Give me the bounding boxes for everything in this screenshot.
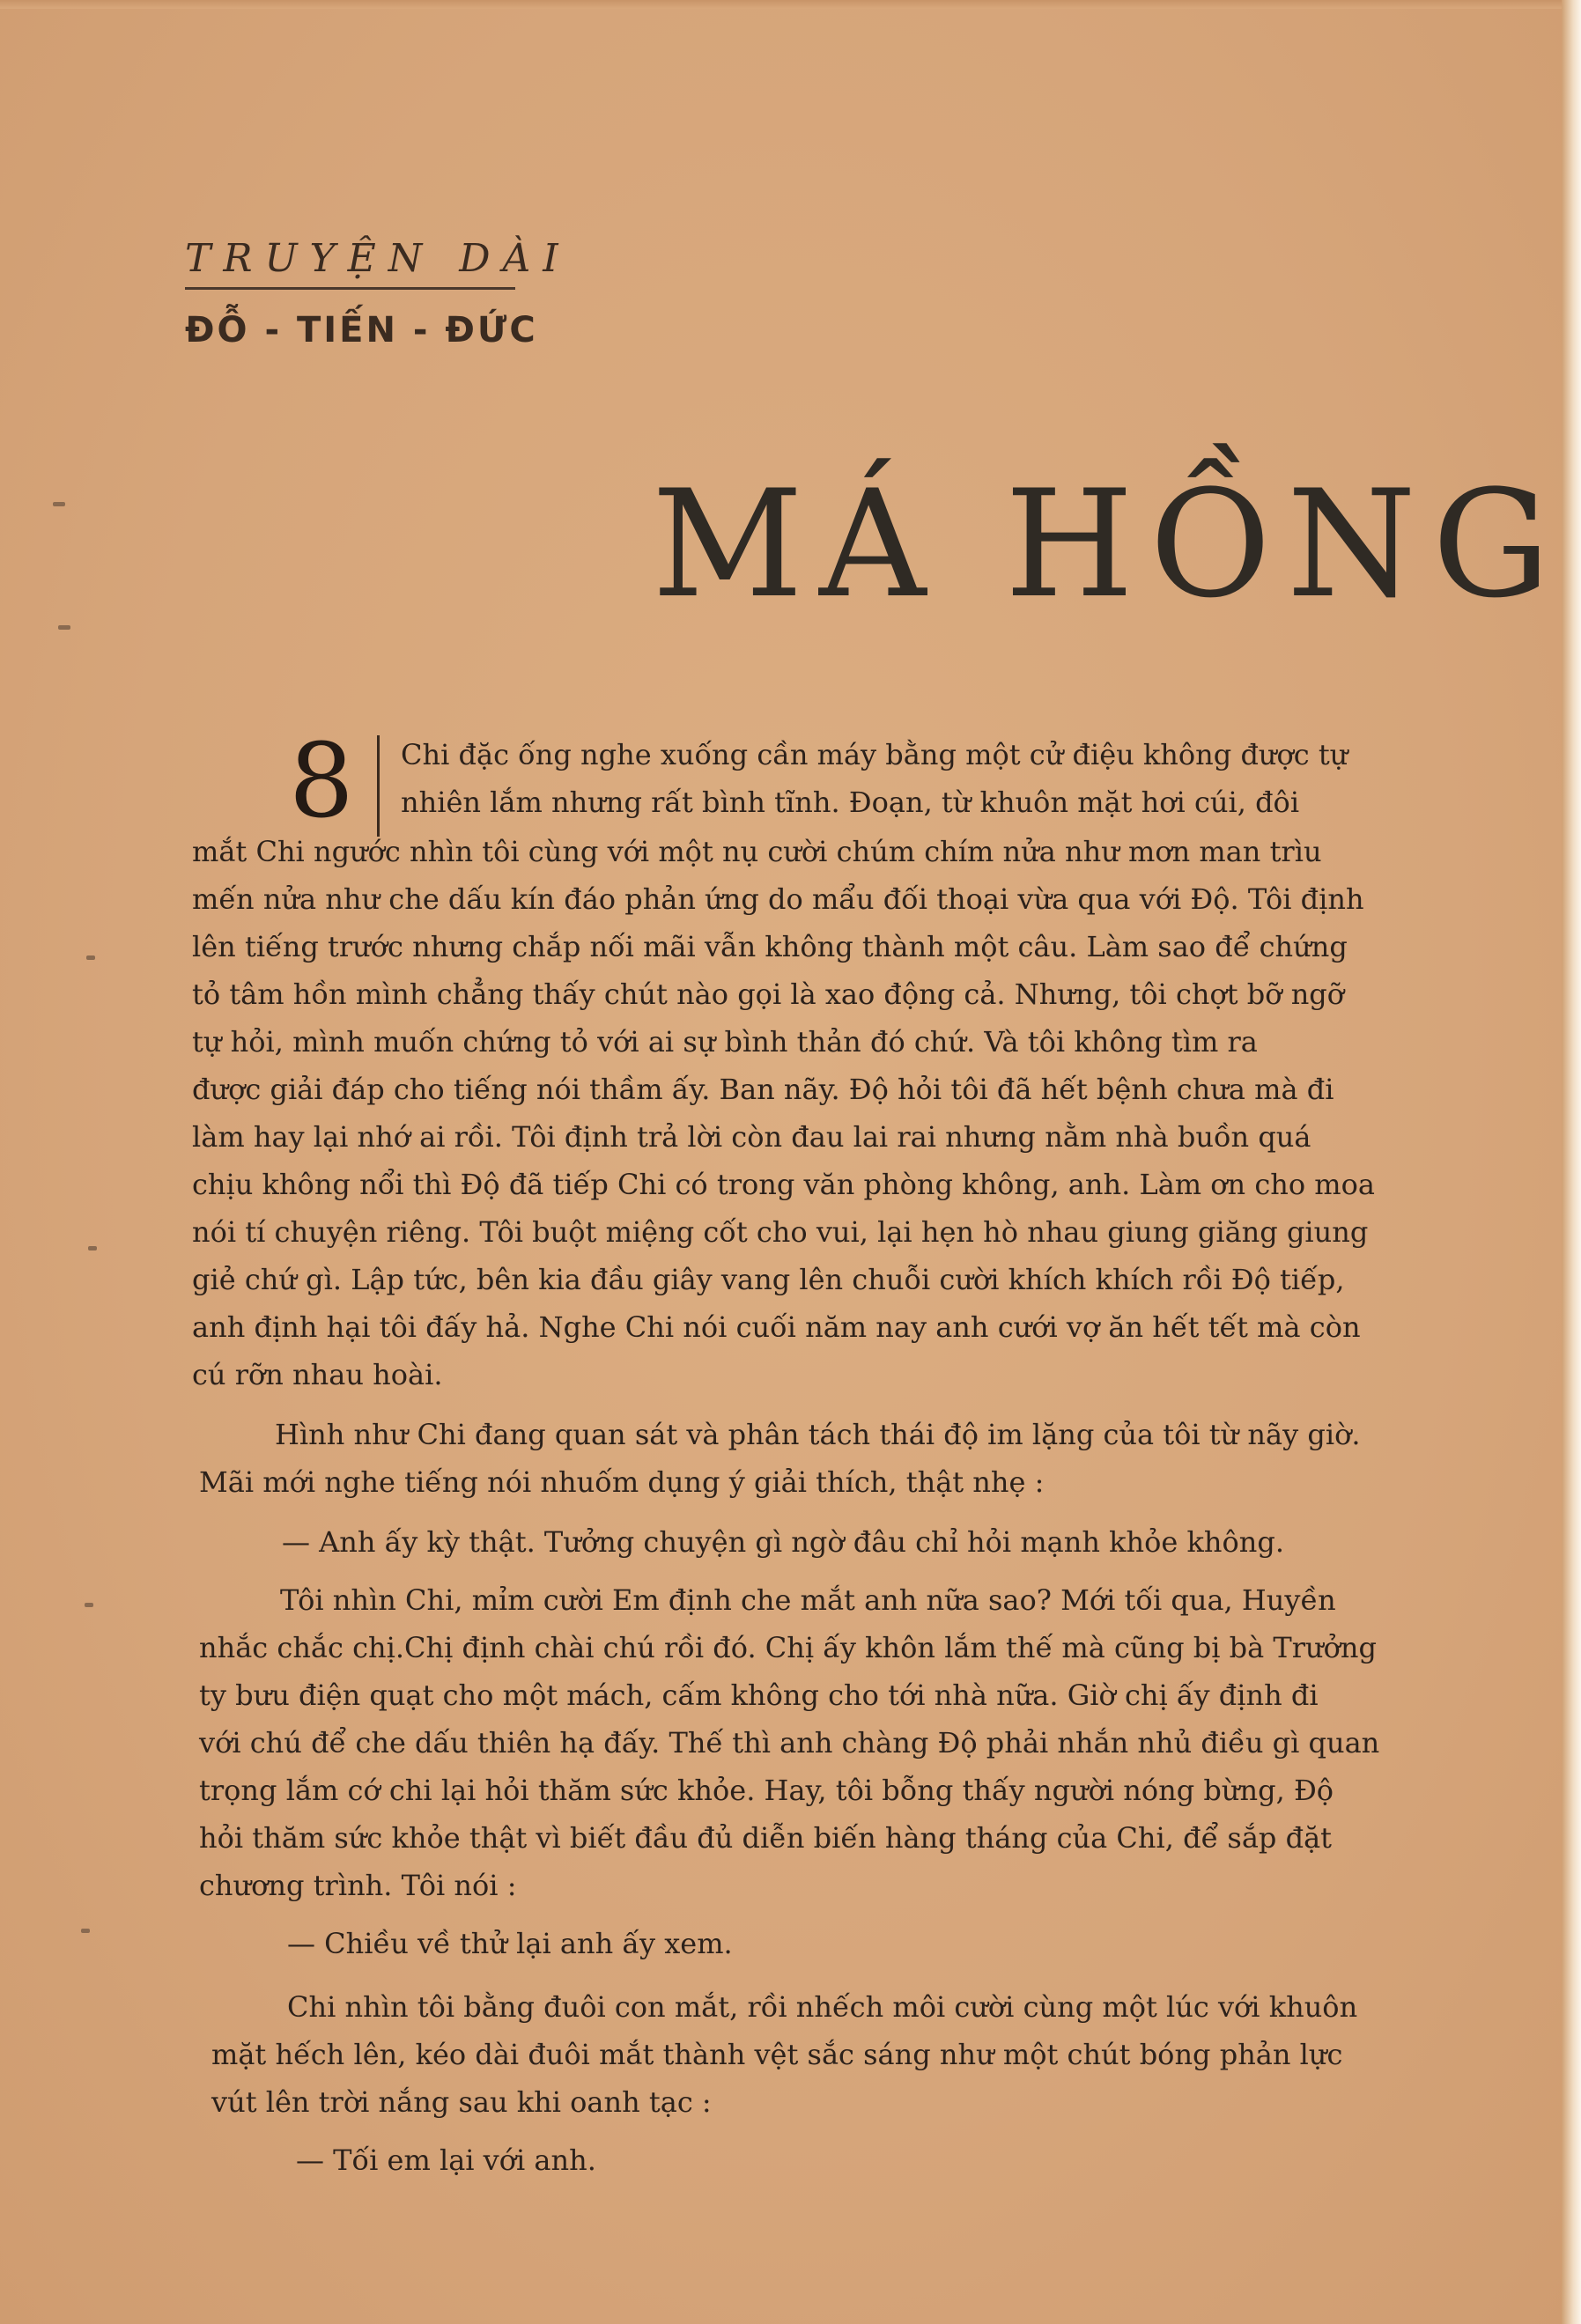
body-line: được giải đáp cho tiếng nói thầm ấy. Ban nãy. Độ hỏi tôi đã hết bệnh chưa mà đi bbox=[192, 1073, 1334, 1106]
author-name: ĐỖ - TIẾN - ĐỨC bbox=[185, 310, 538, 350]
serial-kicker: TRUYỆN DÀI bbox=[185, 236, 571, 281]
binding-hole-mark bbox=[81, 1929, 90, 1933]
body-line: lên tiếng trước nhưng chắp nối mãi vẫn không thành một câu. Làm sao để chứng bbox=[192, 930, 1348, 963]
body-line: chịu không nổi thì Độ đã tiếp Chi có trong văn phòng không, anh. Làm ơn cho moa bbox=[192, 1168, 1375, 1201]
body-line: nhiên lắm nhưng rất bình tĩnh. Đoạn, từ khuôn mặt hơi cúi, đôi bbox=[401, 786, 1300, 819]
body-line: mặt hếch lên, kéo dài đuôi mắt thành vệt sắc sáng như một chút bóng phản lực bbox=[211, 2038, 1343, 2071]
body-line: mắt Chi ngước nhìn tôi cùng với một nụ cười chúm chím nửa như mơn man trìu bbox=[192, 835, 1322, 868]
body-line: tỏ tâm hồn mình chẳng thấy chút nào gọi là xao động cả. Nhưng, tôi chợt bỡ ngỡ bbox=[192, 978, 1345, 1011]
binding-hole-mark bbox=[85, 1603, 93, 1607]
dialogue-line: — Chiều về thử lại anh ấy xem. bbox=[287, 1927, 733, 1960]
page-top-edge bbox=[0, 0, 1581, 9]
body-line: nói tí chuyện riêng. Tôi buột miệng cốt cho vui, lại hẹn hò nhau giung giăng giung bbox=[192, 1215, 1369, 1249]
body-line: trọng lắm cớ chi lại hỏi thăm sức khỏe. Hay, tôi bỗng thấy người nóng bừng, Độ bbox=[199, 1774, 1334, 1807]
story-title: MÁ HỒNG bbox=[652, 458, 1567, 631]
page-right-edge bbox=[1562, 0, 1581, 2324]
body-line: Chi đặc ống nghe xuống cần máy bằng một cử điệu không được tự bbox=[401, 738, 1348, 771]
body-line: chương trình. Tôi nói : bbox=[199, 1869, 517, 1902]
body-line: hỏi thăm sức khỏe thật vì biết đầu đủ diễn biến hàng tháng của Chi, để sắp đặt bbox=[199, 1821, 1332, 1855]
binding-hole-mark bbox=[53, 502, 65, 506]
body-line: làm hay lại nhớ ai rồi. Tôi định trả lời còn đau lai rai nhưng nằm nhà buồn quá bbox=[192, 1120, 1311, 1154]
kicker-underline bbox=[185, 287, 515, 290]
chapter-divider bbox=[377, 735, 380, 837]
binding-hole-mark bbox=[86, 955, 95, 960]
dialogue-line: — Tối em lại với anh. bbox=[296, 2143, 596, 2177]
body-line: với chú để che dấu thiên hạ đấy. Thế thì anh chàng Độ phải nhắn nhủ điều gì quan bbox=[199, 1726, 1380, 1760]
binding-hole-mark bbox=[58, 625, 70, 630]
body-line: anh định hại tôi đấy hả. Nghe Chi nói cuối năm nay anh cưới vợ ăn hết tết mà còn bbox=[192, 1310, 1361, 1344]
body-line: tự hỏi, mình muốn chứng tỏ với ai sự bình thản đó chứ. Và tôi không tìm ra bbox=[192, 1025, 1258, 1059]
body-line: Tôi nhìn Chi, mỉm cười Em định che mắt anh nữa sao? Mới tối qua, Huyền bbox=[280, 1583, 1336, 1617]
chapter-number: 8 bbox=[289, 722, 354, 841]
body-line: Hình như Chi đang quan sát và phân tách thái độ im lặng của tôi từ nãy giờ. bbox=[275, 1418, 1361, 1451]
body-line: cú rỡn nhau hoài. bbox=[192, 1358, 443, 1391]
body-line: Mãi mới nghe tiếng nói nhuốm dụng ý giải thích, thật nhẹ : bbox=[199, 1465, 1045, 1499]
body-line: Chi nhìn tôi bằng đuôi con mắt, rồi nhếch môi cười cùng một lúc với khuôn bbox=[287, 1990, 1358, 2024]
body-line: nhắc chắc chị.Chị định chài chú rồi đó. Chị ấy khôn lắm thế mà cũng bị bà Trưởng bbox=[199, 1631, 1377, 1664]
body-line: mến nửa như che dấu kín đáo phản ứng do mẩu đối thoại vừa qua với Độ. Tôi định bbox=[192, 882, 1364, 916]
body-line: giẻ chứ gì. Lập tức, bên kia đầu giây vang lên chuỗi cười khích khích rồi Độ tiếp, bbox=[192, 1263, 1345, 1296]
binding-hole-mark bbox=[88, 1246, 97, 1251]
dialogue-line: — Anh ấy kỳ thật. Tưởng chuyện gì ngờ đâu chỉ hỏi mạnh khỏe không. bbox=[282, 1525, 1285, 1559]
body-line: vút lên trời nắng sau khi oanh tạc : bbox=[211, 2085, 712, 2119]
body-line: ty bưu điện quạt cho một mách, cấm không cho tới nhà nữa. Giờ chị ấy định đi bbox=[199, 1678, 1319, 1712]
